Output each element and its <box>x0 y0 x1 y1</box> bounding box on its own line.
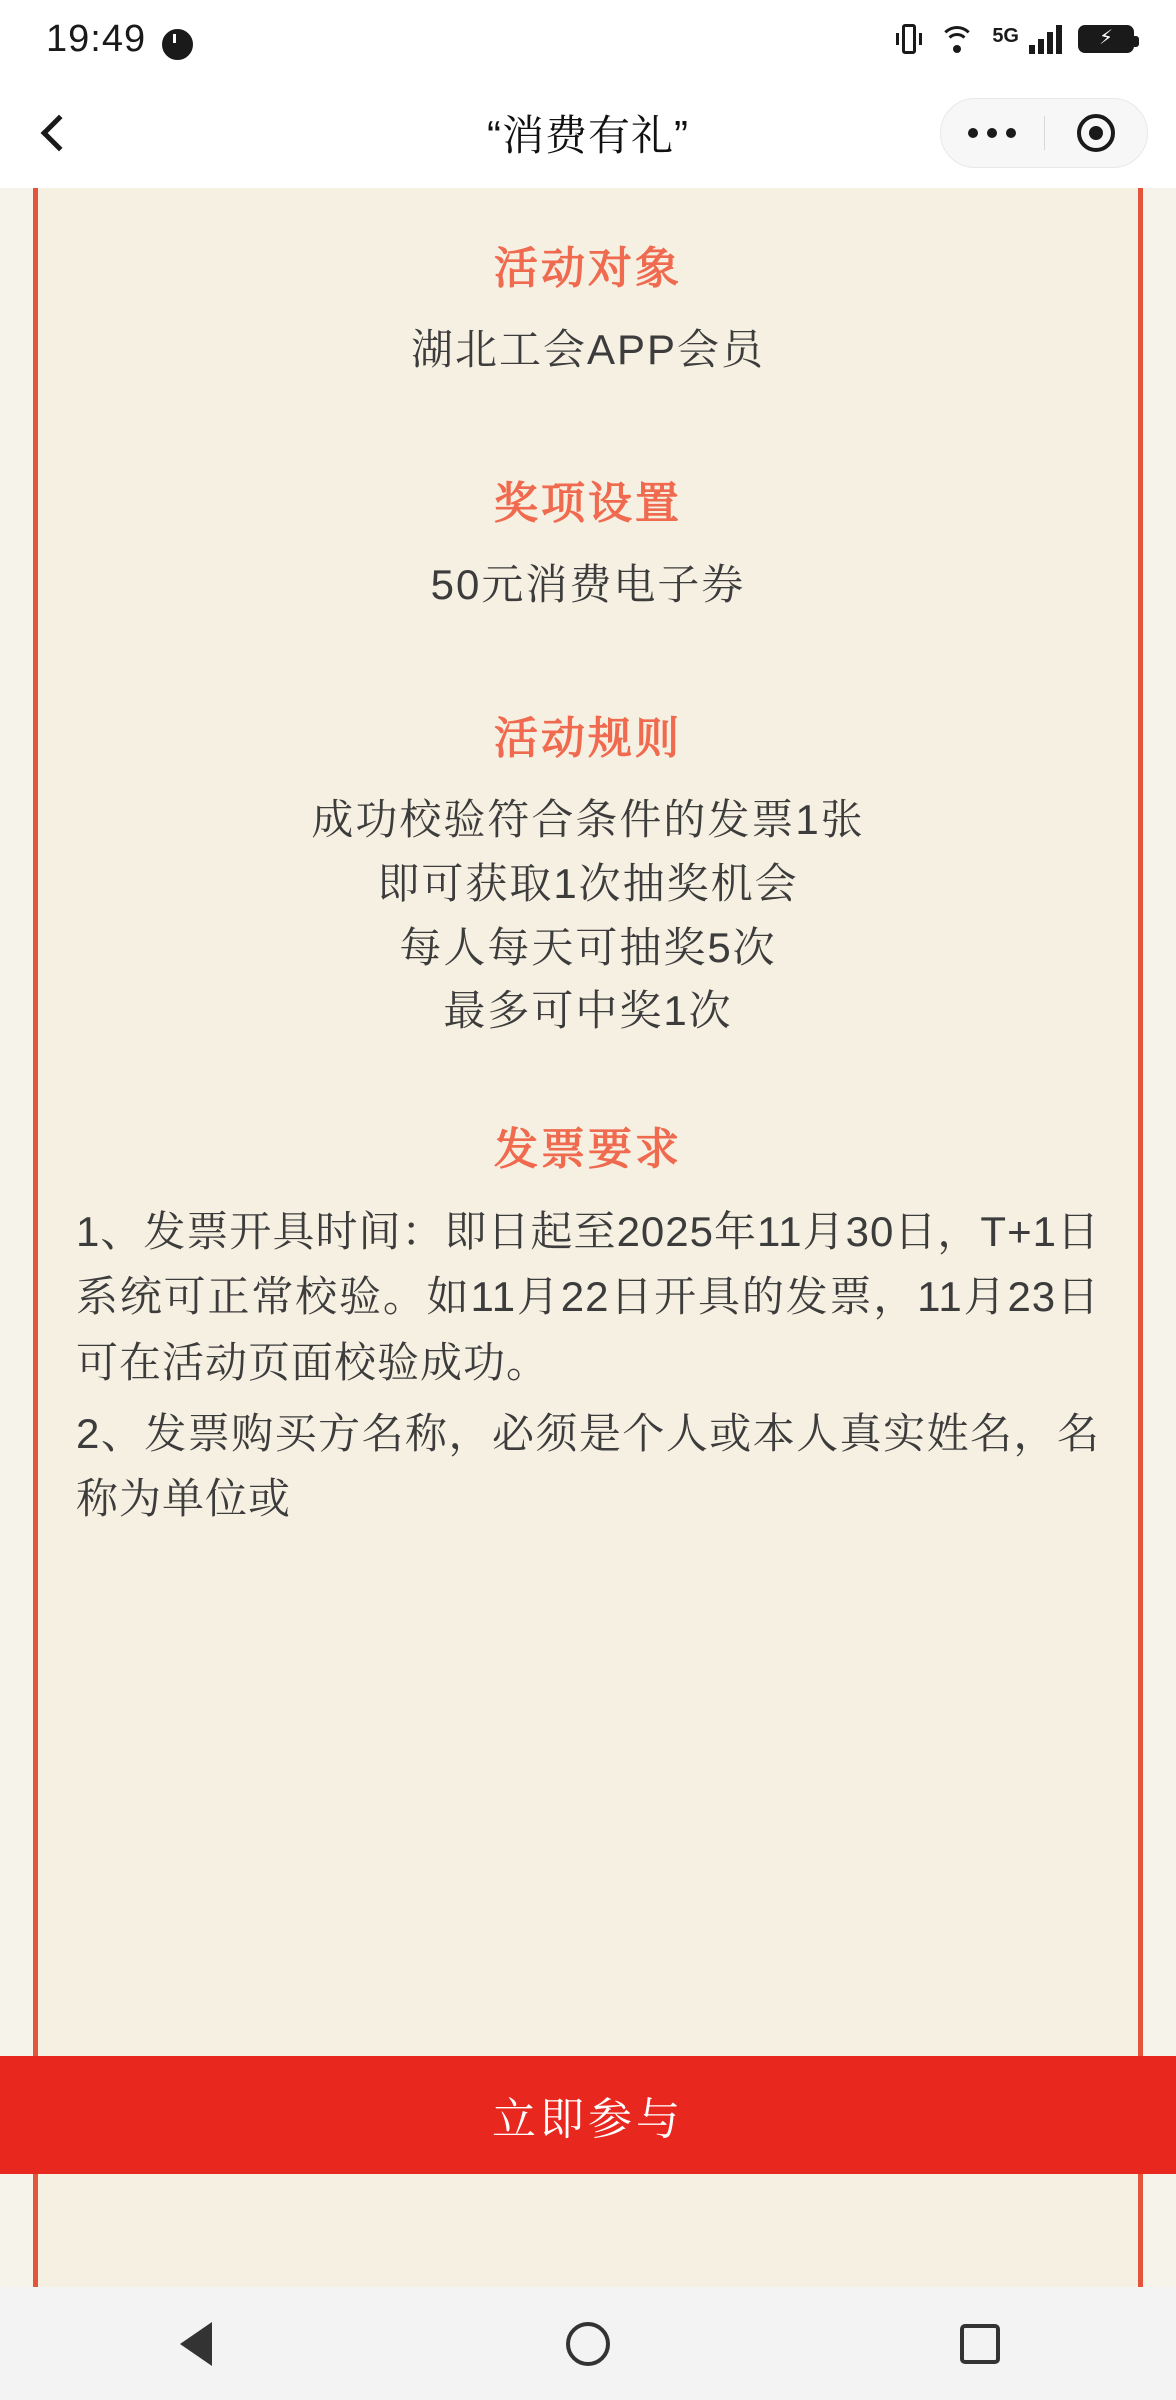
system-home-button[interactable] <box>518 2287 658 2400</box>
system-back-button[interactable] <box>126 2287 266 2400</box>
back-button[interactable] <box>0 78 110 188</box>
circle-home-icon <box>566 2322 610 2366</box>
section-prize-setting <box>76 471 1100 616</box>
section-title: 奖项设置 <box>494 479 682 528</box>
alarm-icon <box>160 24 190 54</box>
status-bar <box>0 0 1176 78</box>
miniprogram-capsule <box>940 98 1148 168</box>
section-invoice-requirements <box>76 1117 1100 1530</box>
rules-body <box>76 788 1100 1043</box>
miniprogram-nav-bar <box>0 78 1176 188</box>
signal-icon <box>1029 24 1062 54</box>
page-title: “消费有礼” <box>487 112 689 159</box>
join-now-button[interactable] <box>0 2056 1176 2174</box>
section-line: 即可获取1次抽奖机会 <box>377 859 799 907</box>
spacer <box>76 1047 1100 1117</box>
invoice-paragraph: 1、发票开具时间：即日起至2025年11月30日，T+1日系统可正常校验。如11月22日开具的发票，11月23日可在活动页面校验成功。 <box>76 1208 1100 1386</box>
status-bar-right <box>896 22 1134 56</box>
section-line: 50元消费电子券 <box>430 561 746 608</box>
section-activity-rules <box>76 706 1100 1043</box>
wifi-icon <box>938 24 976 54</box>
section-line: 成功校验符合条件的发票1张 <box>311 796 865 843</box>
section-line: 湖北工会APP会员 <box>410 326 766 373</box>
triangle-back-icon <box>180 2322 212 2366</box>
status-bar-left <box>46 18 190 61</box>
section-title: 发票要求 <box>494 1125 682 1175</box>
target-circle-icon <box>1077 114 1115 152</box>
battery-charging-icon: ⚡ <box>1078 25 1134 53</box>
more-dots-icon <box>987 128 997 138</box>
spacer <box>76 620 1100 706</box>
square-recents-icon <box>960 2324 1000 2364</box>
system-recents-button[interactable] <box>910 2287 1050 2400</box>
spacer <box>76 385 1100 471</box>
close-miniprogram-button[interactable] <box>1045 114 1148 152</box>
more-menu-button[interactable] <box>941 128 1044 138</box>
section-title: 活动对象 <box>494 244 682 293</box>
section-line: 最多可中奖1次 <box>443 987 733 1035</box>
join-now-label: 立即参与 <box>492 2095 684 2144</box>
chevron-left-icon <box>41 115 78 152</box>
more-dots-icon <box>1006 128 1016 138</box>
vibrate-icon <box>896 22 922 56</box>
section-title: 活动规则 <box>494 714 682 763</box>
system-navigation-bar <box>0 2287 1176 2400</box>
more-dots-icon <box>968 128 978 138</box>
section-activity-target <box>76 236 1100 381</box>
network-type-label: 5G <box>992 25 1019 47</box>
section-line: 每人每天可抽奖5次 <box>399 923 777 971</box>
invoice-paragraph: 2、发票购买方名称，必须是个人或本人真实姓名，名称为单位或 <box>76 1409 1100 1522</box>
status-time: 19:49 <box>46 17 147 60</box>
activity-poster <box>33 188 1143 2287</box>
page-content[interactable] <box>0 188 1176 2287</box>
